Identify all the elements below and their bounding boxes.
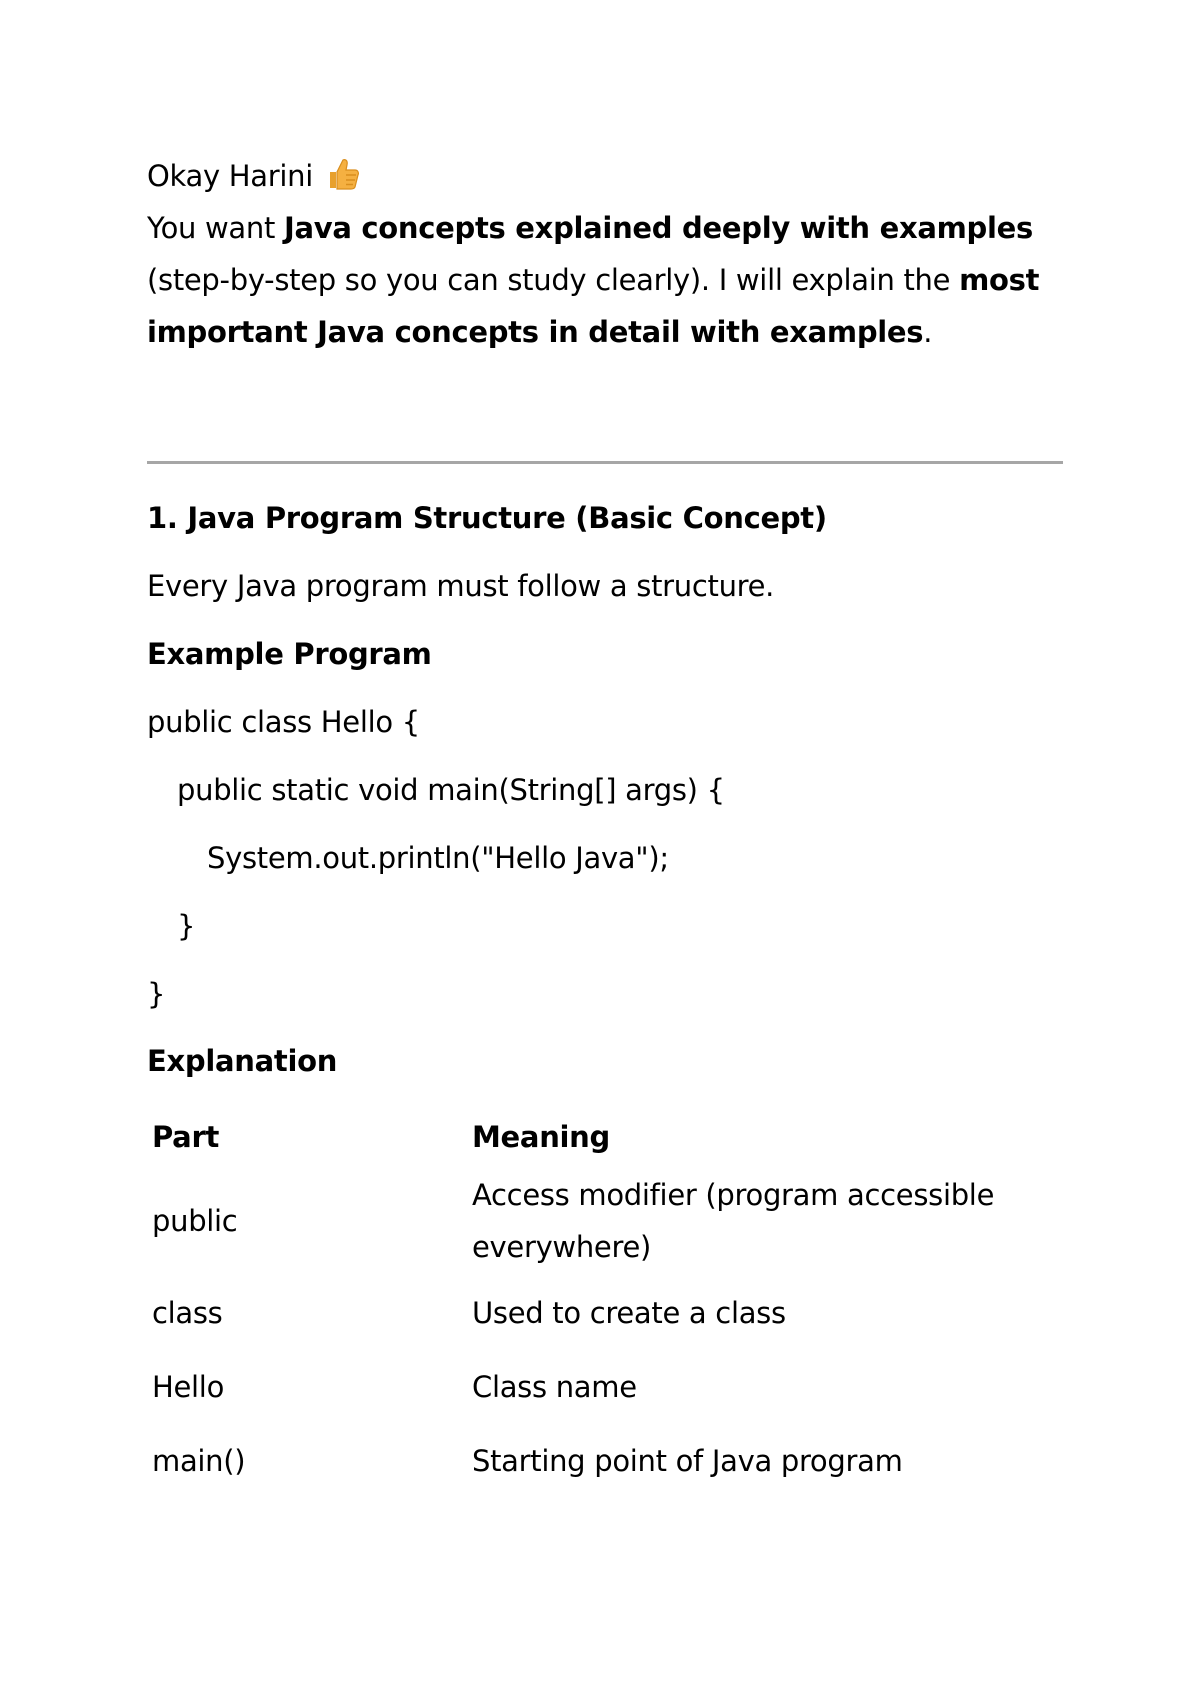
table-row: [152, 1166, 1063, 1276]
code-line: }: [177, 909, 196, 943]
greeting-line: [147, 150, 1063, 202]
section-heading: 1. Java Program Structure (Basic Concept): [147, 501, 827, 535]
intro-bold-2: most important Java concepts in detail with examples: [147, 263, 1040, 349]
table-cell: Class name: [472, 1370, 637, 1404]
example-heading: Example Program: [147, 637, 432, 671]
table-row: [152, 1350, 1063, 1424]
table-cell: Starting point of Java program: [472, 1444, 903, 1478]
table-cell: Access modifier (program accessible everywhere): [472, 1178, 995, 1264]
explanation-heading: Explanation: [147, 1044, 338, 1078]
horizontal-divider: [147, 461, 1063, 464]
table-cell: public: [152, 1204, 238, 1238]
table-cell: Hello: [152, 1370, 225, 1404]
intro-bold-1: Java concepts explained deeply with examples: [283, 211, 1033, 245]
intro-block: [147, 150, 1063, 358]
intro-text-3: .: [923, 315, 933, 349]
table-header-row: [152, 1108, 1063, 1166]
table-row: [152, 1276, 1063, 1350]
intro-text-2: (step-by-step so you can study clearly). I will explain the: [147, 263, 960, 297]
code-line: public static void main(String[] args) {: [177, 773, 725, 807]
code-line: System.out.println("Hello Java");: [207, 841, 669, 875]
explanation-table: [152, 1108, 1063, 1498]
table-row: [152, 1424, 1063, 1498]
table-cell: class: [152, 1296, 223, 1330]
greeting-text: Okay Harini: [147, 159, 313, 193]
thumbs-up-icon: [325, 156, 361, 192]
table-cell: main(): [152, 1444, 246, 1478]
section-paragraph: Every Java program must follow a structure.: [147, 569, 775, 603]
document-page: [147, 150, 1063, 1478]
code-line: public class Hello {: [147, 705, 420, 739]
table-header-cell: Meaning: [472, 1120, 610, 1154]
code-line: }: [147, 977, 166, 1011]
table-header-cell: Part: [152, 1120, 220, 1154]
intro-text-1: You want: [147, 211, 284, 245]
table-cell: Used to create a class: [472, 1296, 786, 1330]
